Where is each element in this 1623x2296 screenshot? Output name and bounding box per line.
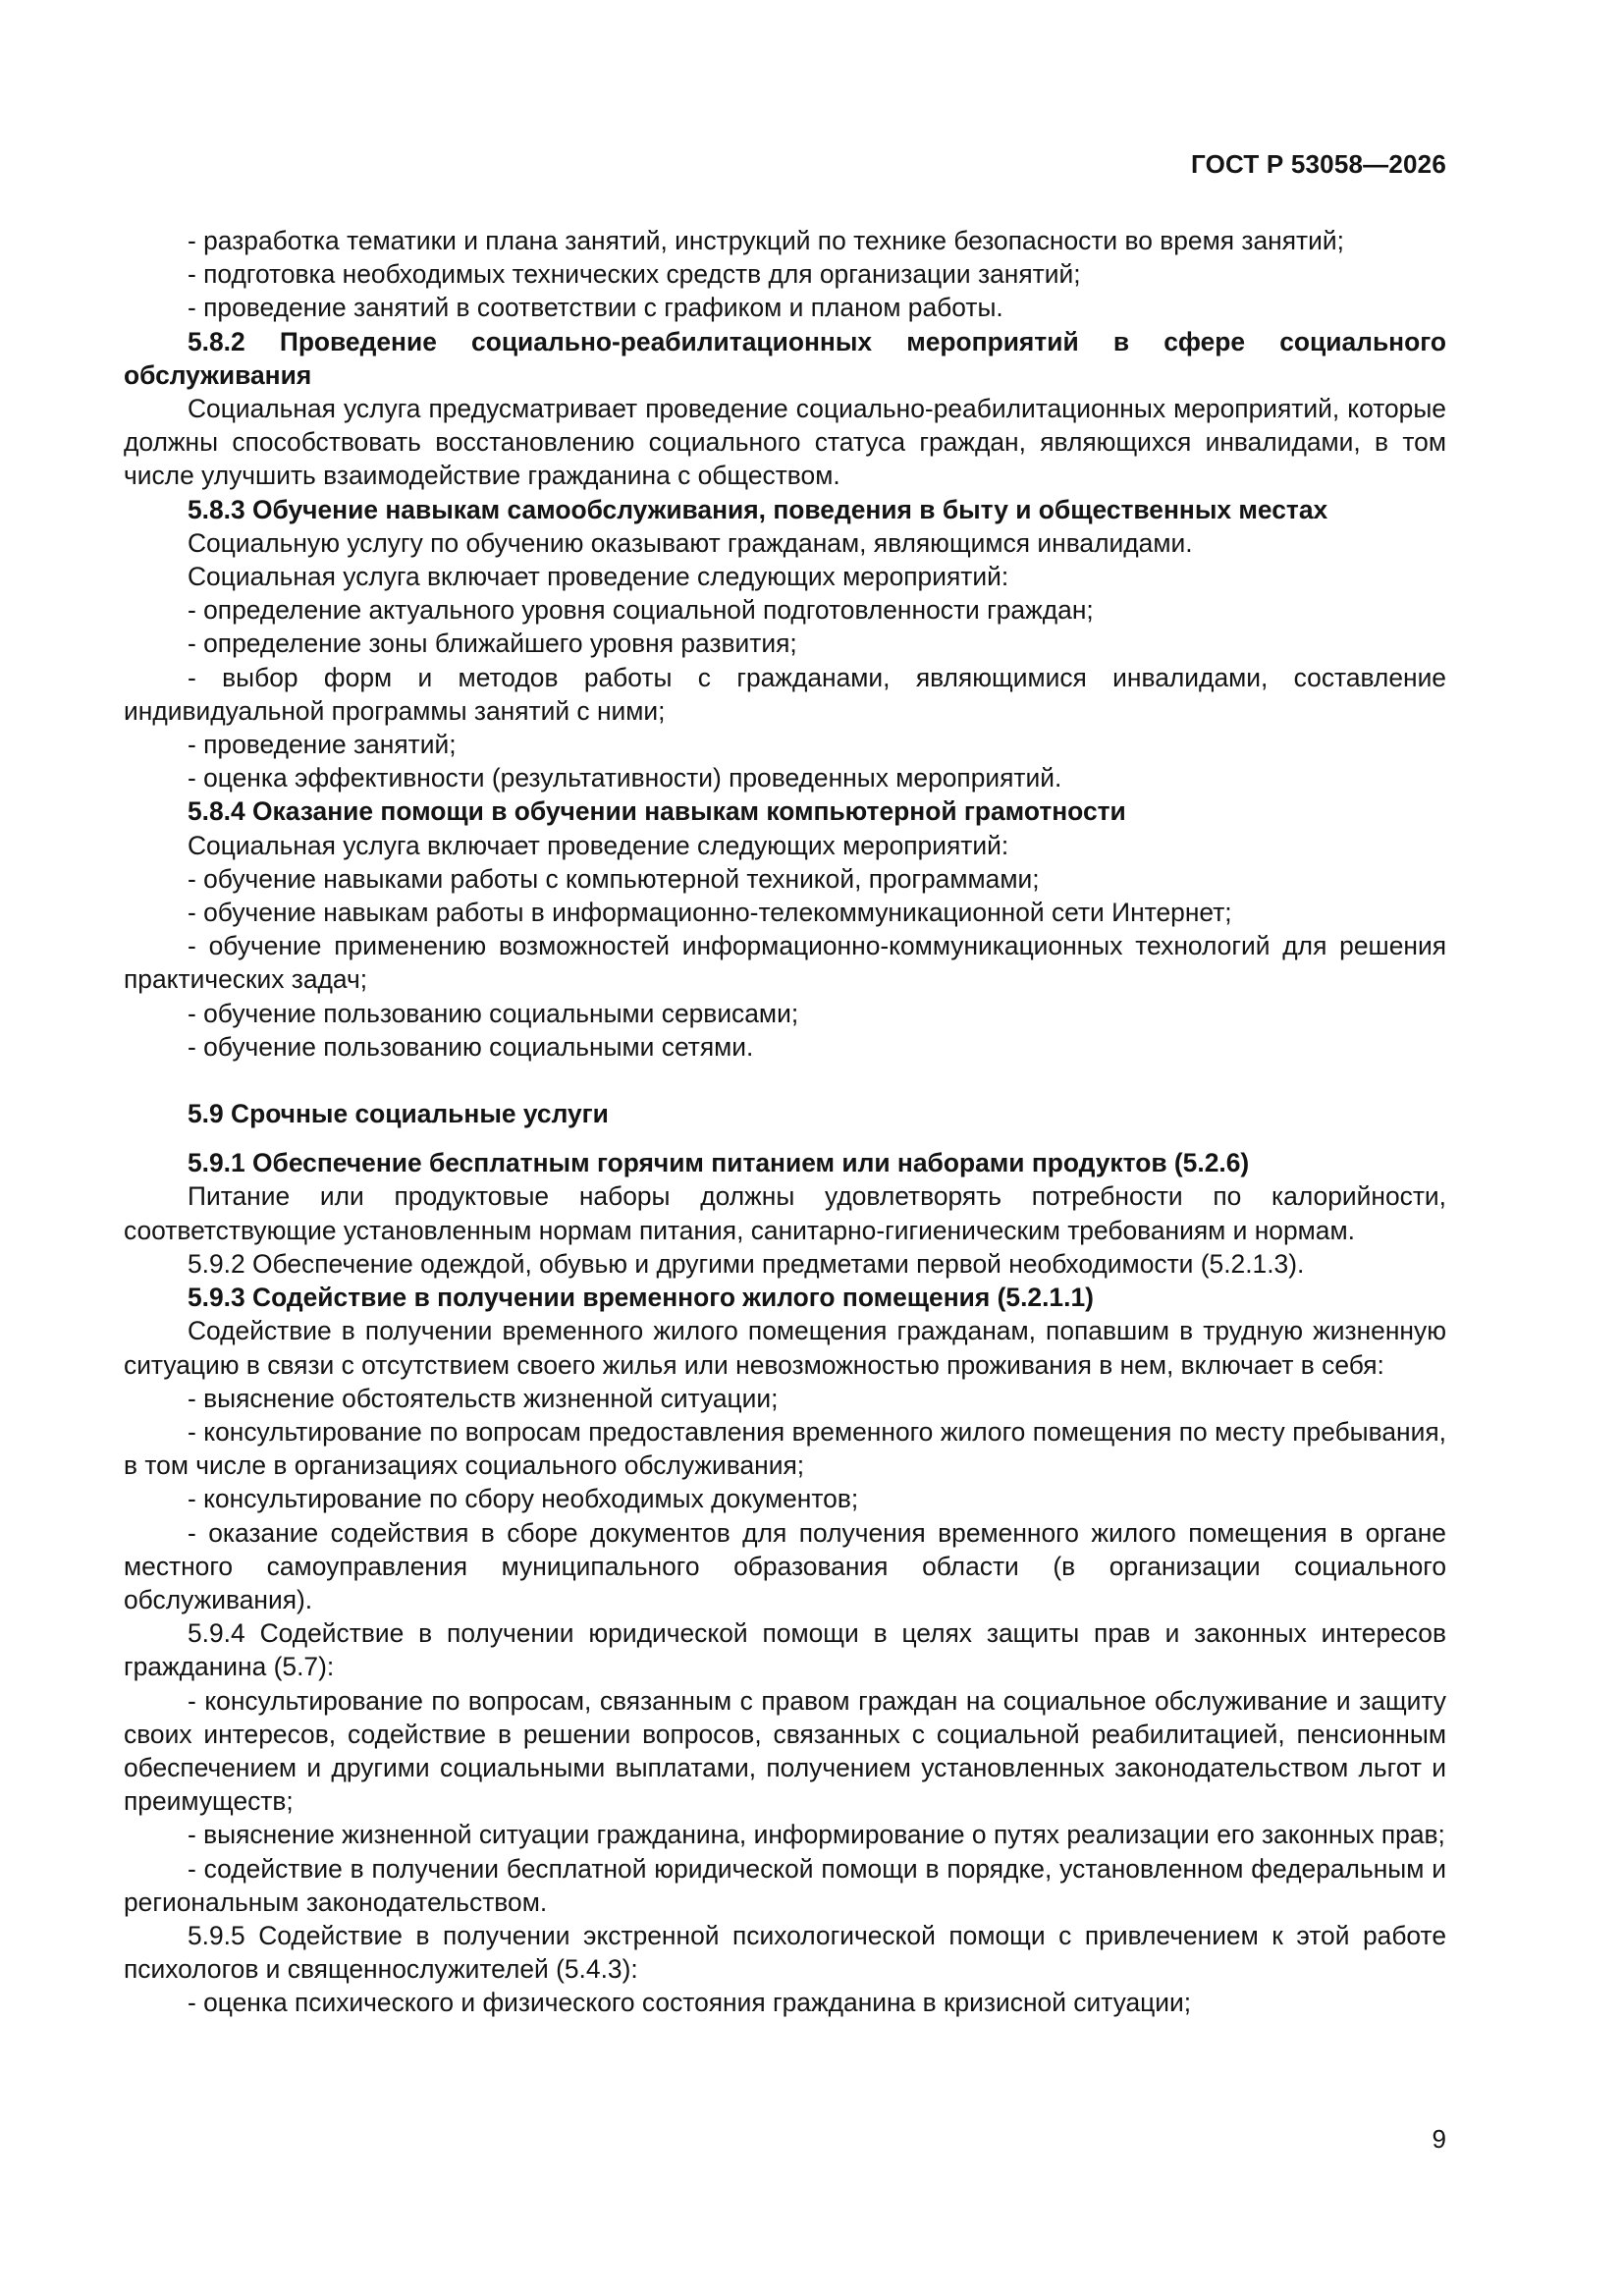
list-item: - обучение пользованию социальными сервисами; [188,998,799,1028]
list-item: - оценка эффективности (результативности) проведенных мероприятий. [188,763,1062,793]
paragraph: Социальная услуга включает проведение следующих мероприятий: [188,562,1009,592]
section-heading-5-8-4: 5.8.4 Оказание помощи в обучении навыкам компьютерной грамотности [188,796,1126,827]
list-item: - оценка психического и физического состояния гражданина в кризисной ситуации; [188,1988,1192,2018]
list-item: - подготовка необходимых технических средств для организации занятий; [188,259,1081,290]
page-body [124,224,1446,2020]
section-heading-5-9: 5.9 Срочные социальные услуги [188,1099,609,1129]
list-item: - обучение применению возможностей информационно-коммуникационных технологий для решения практических задач; [124,931,1446,995]
paragraph: Социальную услугу по обучению оказывают гражданам, являющимся инвалидами. [188,527,1193,558]
list-item: - консультирование по вопросам предоставления временного жилого помещения по месту пребывания, в том числе в организациях социального обслуживания; [124,1416,1446,1481]
list-item: - консультирование по вопросам, связанным с правом граждан на социальное обслуживание и защиту своих интересов, содействие в решении вопросов, связанных с социальной реабилитацией, пенсионным обеспечением и другими социальными выплатами, получением установленных законодательством льгот и преимуществ; [124,1685,1446,1817]
list-item: - разработка тематики и плана занятий, инструкций по технике безопасности во время занятий; [188,226,1344,255]
page-number: 9 [1432,2124,1446,2154]
list-item: - содействие в получении бесплатной юридической помощи в порядке, установленном федеральным и региональным законодательством. [124,1853,1446,1917]
section-heading-5-9-1: 5.9.1 Обеспечение бесплатным горячим питанием или наборами продуктов (5.2.6) [188,1148,1250,1178]
paragraph: 5.9.4 Содействие в получении юридической помощи в целях защиты прав и законных интересов гражданина (5.7): [124,1618,1446,1682]
list-item: - обучение навыками работы с компьютерной техникой, программами; [188,863,1040,894]
list-item: - консультирование по сбору необходимых документов; [188,1484,859,1514]
list-item: - выяснение обстоятельств жизненной ситуации; [188,1383,779,1413]
list-item: - проведение занятий; [188,730,457,760]
paragraph: Социальная услуга включает проведение следующих мероприятий: [188,830,1009,860]
list-item: - определение актуального уровня социальной подготовленности граждан; [188,595,1094,626]
paragraph: 5.9.5 Содействие в получении экстренной психологической помощи с привлечением к этой работе психологов и священнослужителей (5.4.3): [124,1920,1446,1985]
list-item: - выяснение жизненной ситуации гражданина, информирование о путях реализации его законных прав; [188,1820,1445,1850]
document-id: ГОСТ Р 53058—2026 [1191,149,1446,179]
list-item: - обучение пользованию социальными сетями. [188,1031,754,1062]
list-item: - оказание содействия в сборе документов для получения временного жилого помещения в органе местного самоуправления муниципального образования области (в организации социального обслуживания). [124,1517,1446,1614]
section-heading-5-9-3: 5.9.3 Содействие в получении временного жилого помещения (5.2.1.1) [188,1283,1094,1313]
paragraph: Социальная услуга предусматривает проведение социально-реабилитационных мероприятий, которые должны способствовать восстановлению социального статуса граждан, являющихся инвалидами, в том числе улучшить взаимодействие гражданина с обществом. [124,394,1446,491]
list-item: - выбор форм и методов работы с гражданами, являющимися инвалидами, составление индивидуальной программы занятий с ними; [124,662,1446,726]
section-heading-5-8-3: 5.8.3 Обучение навыкам самообслуживания, поведения в быту и общественных местах [188,494,1328,524]
section-heading-5-8-2: 5.8.2 Проведение социально-реабилитационных мероприятий в сфере социального обслуживания [124,326,1446,390]
paragraph: Питание или продуктовые наборы должны удовлетворять потребности по калорийности, соответствующие установленным нормам питания, санитарно-гигиеническим требованиям и нормам. [124,1181,1446,1245]
list-item: - проведение занятий в соответствии с графиком и планом работы. [188,293,1003,323]
paragraph: Содействие в получении временного жилого помещения гражданам, попавшим в трудную жизненную ситуацию в связи с отсутствием своего жилья или невозможностью проживания в нем, включает в себя: [124,1316,1446,1380]
paragraph: 5.9.2 Обеспечение одеждой, обувью и другими предметами первой необходимости (5.2.1.3). [188,1248,1305,1279]
list-item: - определение зоны ближайшего уровня развития; [188,629,797,659]
list-item: - обучение навыкам работы в информационно-телекоммуникационной сети Интернет; [188,898,1232,928]
